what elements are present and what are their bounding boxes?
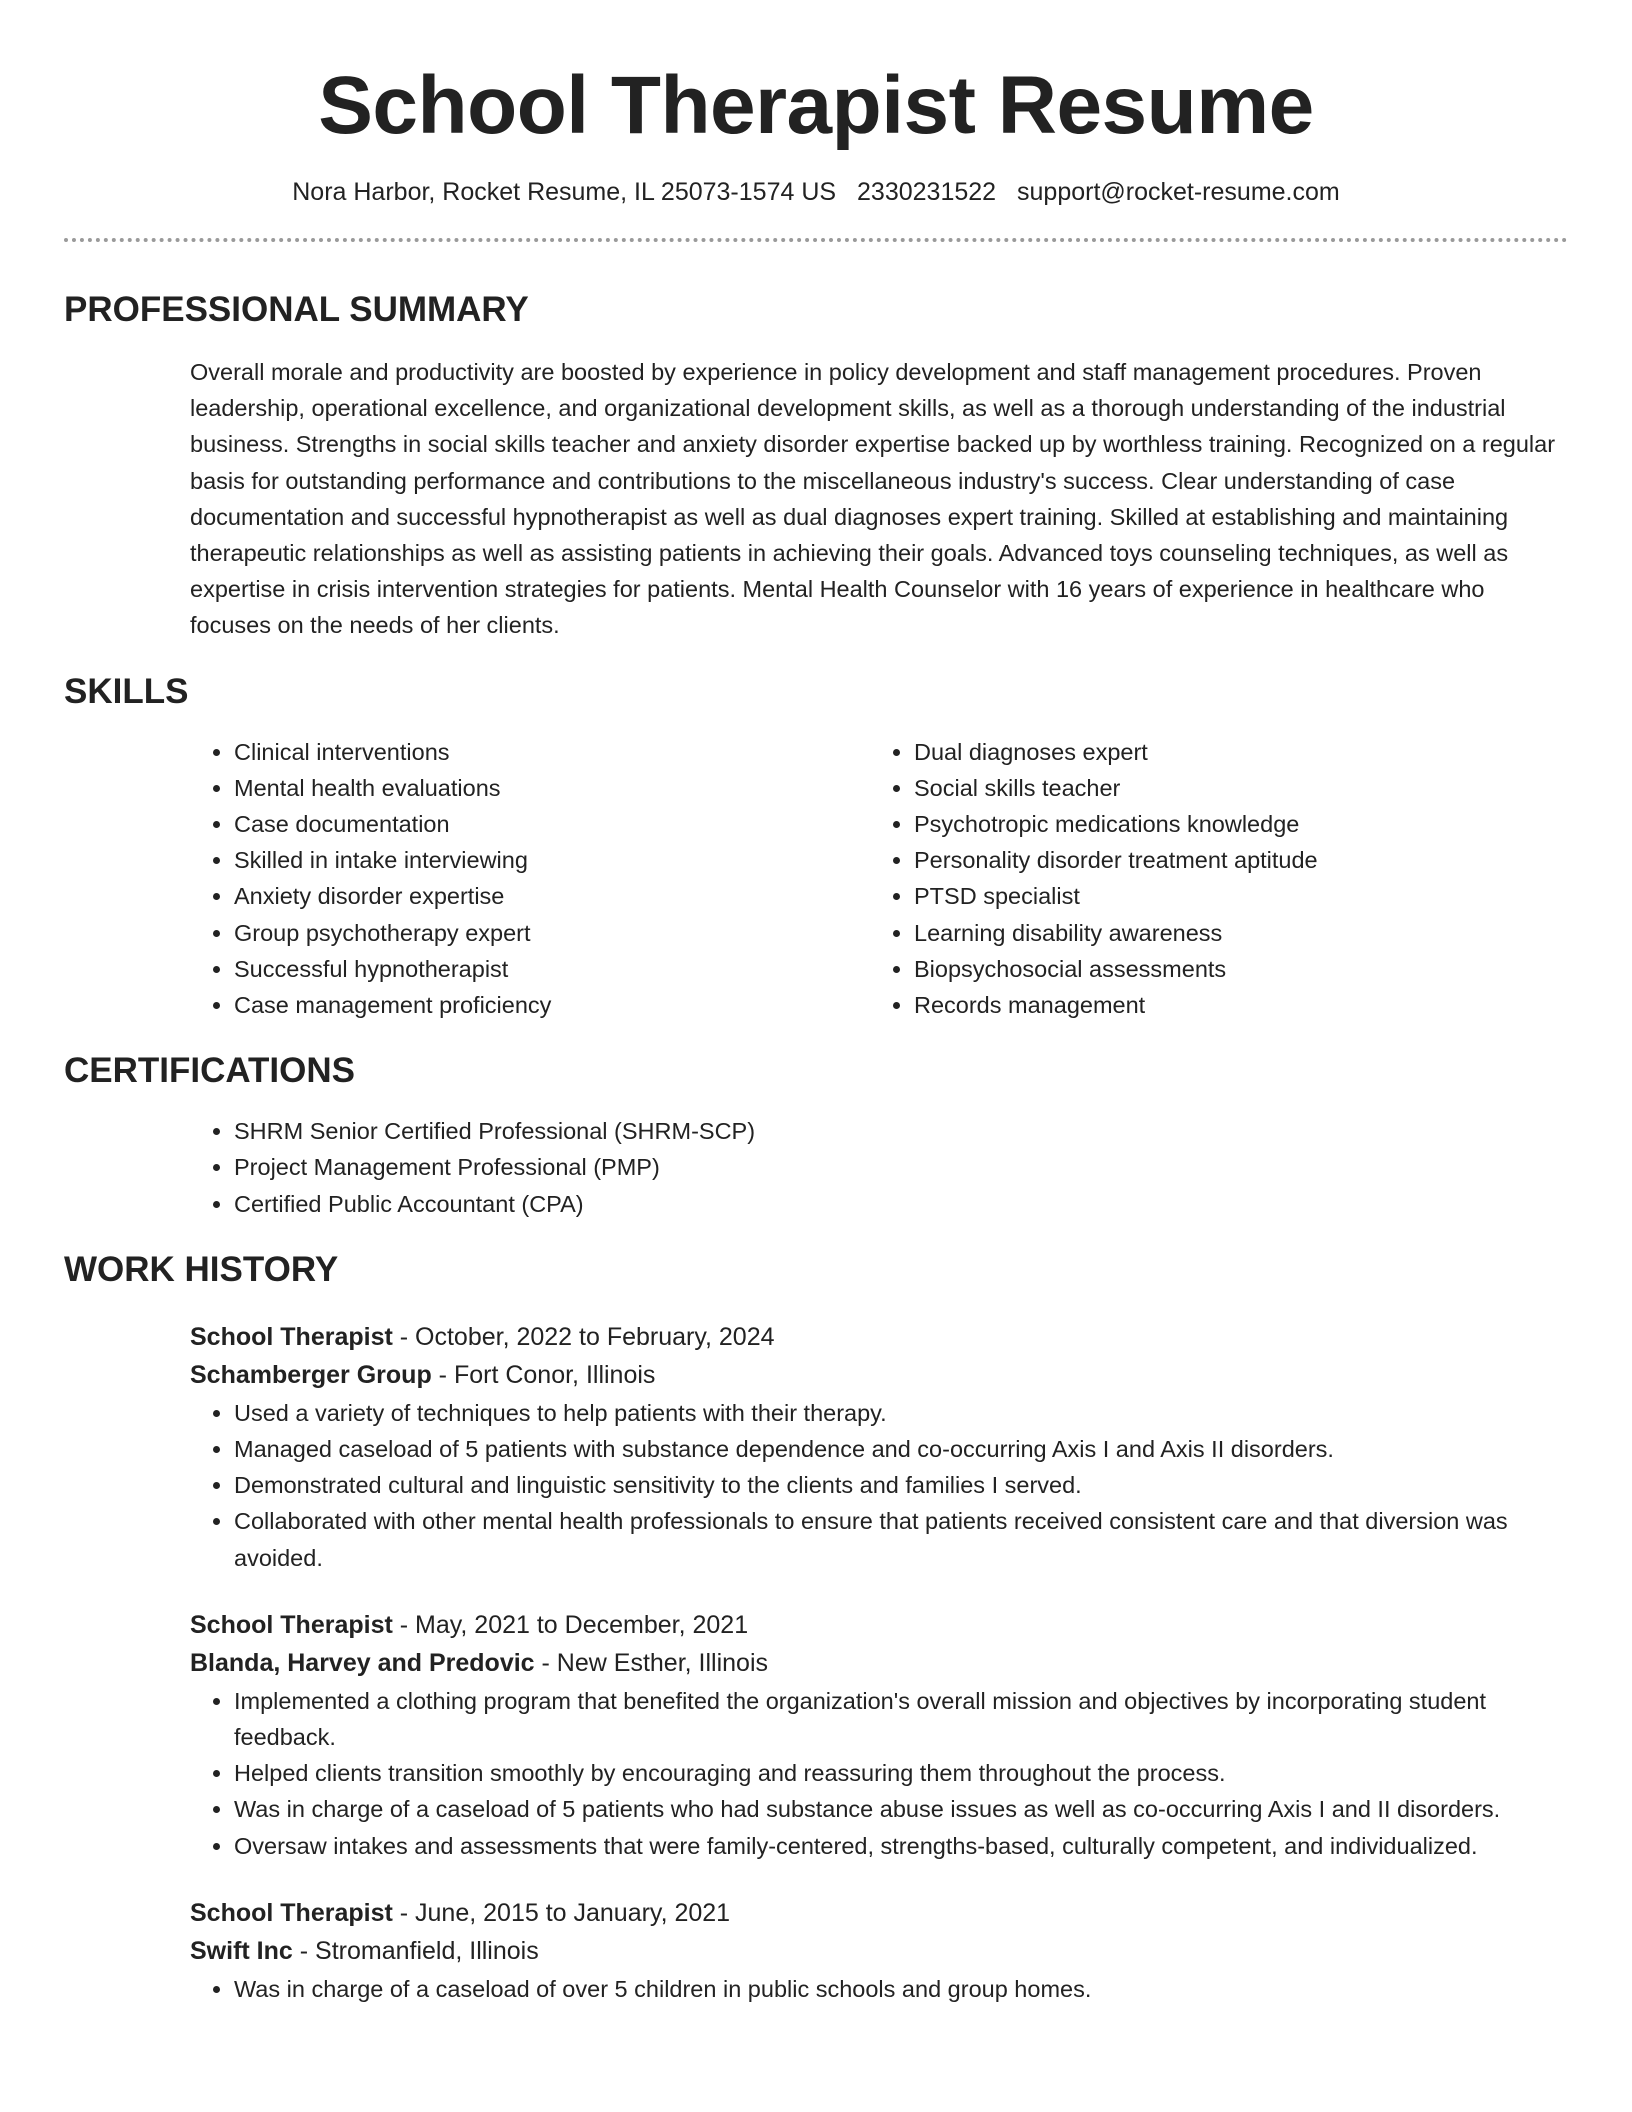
skills-right-column <box>870 734 1550 1024</box>
job-title-line <box>190 1894 1568 1933</box>
certification-item: • Project Management Professional (PMP) <box>234 1149 1568 1185</box>
job-duty: • Managed caseload of 5 patients with substance dependence and co-occurring Axis I and Axis II disorders. <box>234 1431 1568 1467</box>
skill-item: • Skilled in intake interviewing <box>234 842 870 878</box>
summary-text: Overall morale and productivity are boosted by experience in policy development and staff management procedures. Proven leadership, operational excellence, and organizational development skills, as well as a thorough understanding of the industrial business. Strengths in social skills teacher and anxiety disorder expertise backed up by worthless training. Recognized on a regular basis for outstanding performance and contributions to the miscellaneous industry's success. Clear understanding of case documentation and successful hypnotherapist as well as dual diagnoses expert training. Skilled at establishing and maintaining therapeutic relationships as well as assisting patients in achieving their goals. Advanced toys counseling techniques, as well as expertise in crisis intervention strategies for patients. Mental Health Counselor with 16 years of experience in healthcare who focuses on the needs of her clients. <box>190 359 1556 639</box>
contact-phone: 2330231522 <box>857 178 997 206</box>
job-entry <box>190 1318 1568 1576</box>
certification-item: • Certified Public Accountant (CPA) <box>234 1186 1568 1222</box>
contact-email: support@rocket-resume.com <box>1017 178 1340 206</box>
certifications-block <box>190 1113 1568 1222</box>
skills-heading: SKILLS <box>64 671 189 711</box>
job-company: Swift Inc <box>190 1937 293 1966</box>
job-title: School Therapist <box>190 1610 393 1639</box>
job-duty: • Helped clients transition smoothly by encouraging and reassuring them throughout the process. <box>234 1755 1568 1791</box>
certification-item: • SHRM Senior Certified Professional (SHRM-SCP) <box>234 1113 1568 1149</box>
skill-item: • Psychotropic medications knowledge <box>914 806 1550 842</box>
job-duty: • Oversaw intakes and assessments that were family-centered, strengths-based, culturally competent, and individualized. <box>234 1828 1568 1864</box>
job-dates: - June, 2015 to January, 2021 <box>392 1898 731 1927</box>
skill-item: • Personality disorder treatment aptitude <box>914 842 1550 878</box>
job-title: School Therapist <box>190 1898 393 1927</box>
skills-left-column <box>190 734 870 1024</box>
skills-right-list <box>870 734 1550 1024</box>
job-duties-list <box>190 1971 1568 2007</box>
skill-item: • Social skills teacher <box>914 770 1550 806</box>
job-company-line <box>190 1932 1568 1971</box>
skill-item: • Case management proficiency <box>234 987 870 1023</box>
job-location: - New Esther, Illinois <box>534 1649 769 1678</box>
job-duties-list <box>190 1395 1568 1576</box>
skill-item: • Successful hypnotherapist <box>234 951 870 987</box>
job-title-line <box>190 1318 1568 1357</box>
skill-item: • Records management <box>914 987 1550 1023</box>
skills-left-list <box>190 734 870 1024</box>
skill-item: • PTSD specialist <box>914 878 1550 914</box>
job-company: Blanda, Harvey and Predovic <box>190 1649 535 1678</box>
contact-address: Nora Harbor, Rocket Resume, IL 25073-1574 US <box>292 178 837 206</box>
skill-item: • Biopsychosocial assessments <box>914 951 1550 987</box>
contact-line <box>64 176 1568 208</box>
skill-item: • Case documentation <box>234 806 870 842</box>
skill-item: • Mental health evaluations <box>234 770 870 806</box>
header-divider <box>64 238 1568 242</box>
skill-item: • Learning disability awareness <box>914 915 1550 951</box>
job-duty: • Collaborated with other mental health professionals to ensure that patients received consistent care and that diversion was avoided. <box>234 1503 1568 1575</box>
certifications-list <box>190 1113 1568 1222</box>
certifications-heading: CERTIFICATIONS <box>64 1051 356 1091</box>
job-location: - Fort Conor, Illinois <box>431 1361 656 1390</box>
skill-item: • Dual diagnoses expert <box>914 734 1550 770</box>
job-dates: - October, 2022 to February, 2024 <box>392 1322 775 1351</box>
skill-item: • Group psychotherapy expert <box>234 915 870 951</box>
job-entry <box>190 1606 1568 1864</box>
summary-heading: PROFESSIONAL SUMMARY <box>64 290 529 329</box>
job-duty: • Was in charge of a caseload of over 5 children in public schools and group homes. <box>234 1971 1568 2007</box>
job-title: School Therapist <box>190 1322 393 1351</box>
work-history-heading: WORK HISTORY <box>64 1249 339 1289</box>
job-duty: • Was in charge of a caseload of 5 patients who had substance abuse issues as well as co-occurring Axis I and II disorders. <box>234 1791 1568 1827</box>
job-dates: - May, 2021 to December, 2021 <box>392 1610 749 1639</box>
resume-page <box>64 0 1568 2007</box>
skill-item: • Clinical interventions <box>234 734 870 770</box>
job-duties-list <box>190 1683 1568 1864</box>
job-entry <box>190 1894 1568 2007</box>
job-company-line <box>190 1356 1568 1395</box>
skill-item: • Anxiety disorder expertise <box>234 878 870 914</box>
skills-columns <box>190 734 1568 1024</box>
resume-title: School Therapist Resume <box>318 60 1314 151</box>
job-duty: • Implemented a clothing program that benefited the organization's overall mission and objectives by incorporating student feedback. <box>234 1683 1568 1755</box>
job-title-line <box>190 1606 1568 1645</box>
job-location: - Stromanfield, Illinois <box>292 1937 539 1966</box>
job-company-line <box>190 1644 1568 1683</box>
job-company: Schamberger Group <box>190 1361 432 1390</box>
job-duty: • Demonstrated cultural and linguistic sensitivity to the clients and families I served. <box>234 1467 1568 1503</box>
job-duty: • Used a variety of techniques to help patients with their therapy. <box>234 1395 1568 1431</box>
